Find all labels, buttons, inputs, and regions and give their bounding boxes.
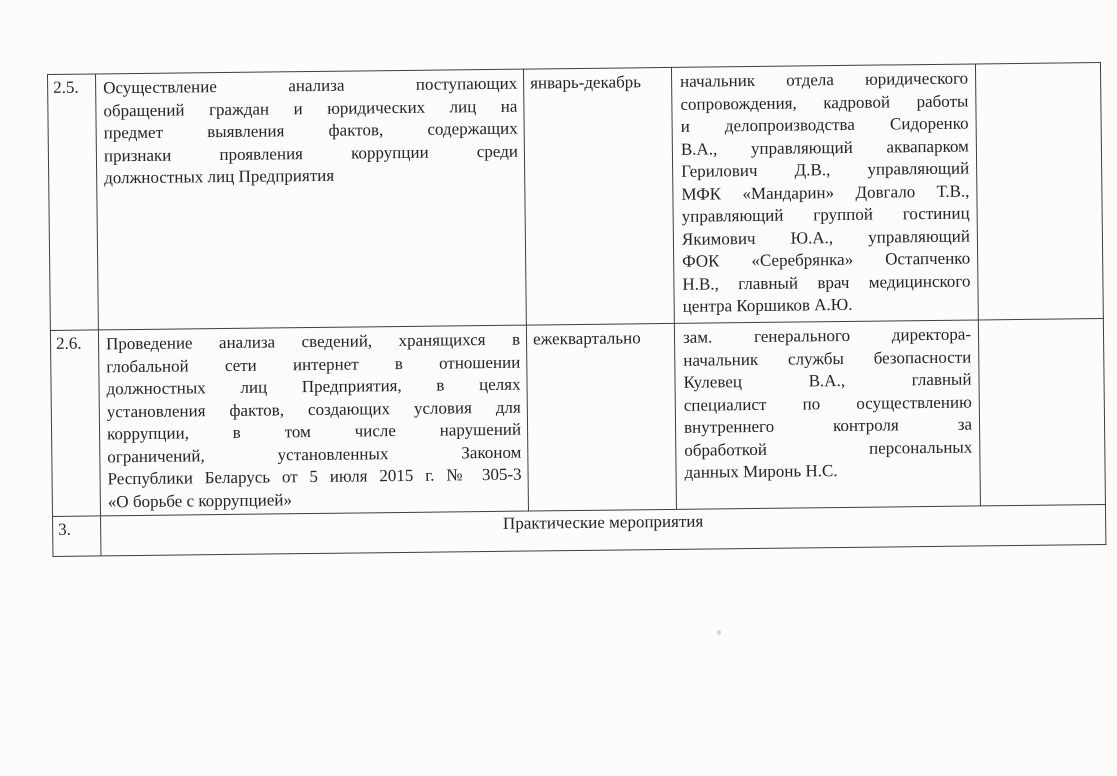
anticorruption-plan-table <box>47 62 1106 557</box>
row-number-cell <box>50 330 100 517</box>
row-number-cell <box>48 74 99 331</box>
row-number-cell <box>53 516 101 557</box>
section-title: Практические мероприятия <box>502 511 704 533</box>
responsible-text: начальник отдела юридического сопровождения, кадровой работы и делопроизводства Сидоренко В.А., управляющий аквапарком Герилович Д.В., управляющий МФК «Мандарин» Довгало Т.В., управляющий группой гостиниц Якимович Ю.А., управляющий ФОК «Серебрянка» Остапченко Н.В., главный врач медицинского центра Коршиков А.Ю. <box>680 68 971 316</box>
responsible-text: зам. генерального директора- начальник службы безопасности Кулевец В.А., главный специалист по осуществлению внутреннего контроля за обработкой персональных данных Миронь Н.С. <box>682 324 973 482</box>
timeframe-cell <box>526 323 676 511</box>
note-cell-empty <box>978 319 1105 506</box>
responsible-cell <box>671 64 978 323</box>
note-cell-empty <box>975 63 1103 320</box>
activity-text: Проведение анализа сведений, хранящихся в глобальной сети интернет в отношении должностных лиц Предприятия, в целях установления фактов, создающих условия для коррупции, в том числе нарушений ограничений, установленных Законом Республики Беларусь от 5 июля 2015 г. № 305-3 «О борьбе с коррупцией» <box>105 329 522 511</box>
timeframe-cell <box>523 67 674 325</box>
row-number: 3. <box>58 519 72 539</box>
timeframe-text: январь-декабрь <box>530 72 642 93</box>
scan-artifact-speck <box>717 630 721 635</box>
timeframe-text: ежеквартально <box>532 328 641 349</box>
row-number: 2.6. <box>55 333 82 353</box>
responsible-cell <box>674 320 980 509</box>
activity-text: Осуществление анализа поступающих обращений граждан и юридических лиц на предмет выявления фактов, содержащих признаки проявления коррупции среди должностных лиц Предприятия <box>103 73 519 188</box>
activity-cell <box>96 69 527 330</box>
row-number: 2.5. <box>53 77 79 97</box>
table-row-2-6 <box>50 319 1105 517</box>
plan-table-wrapper <box>47 62 1105 557</box>
table-row-2-5 <box>48 63 1104 331</box>
activity-cell <box>98 325 528 516</box>
